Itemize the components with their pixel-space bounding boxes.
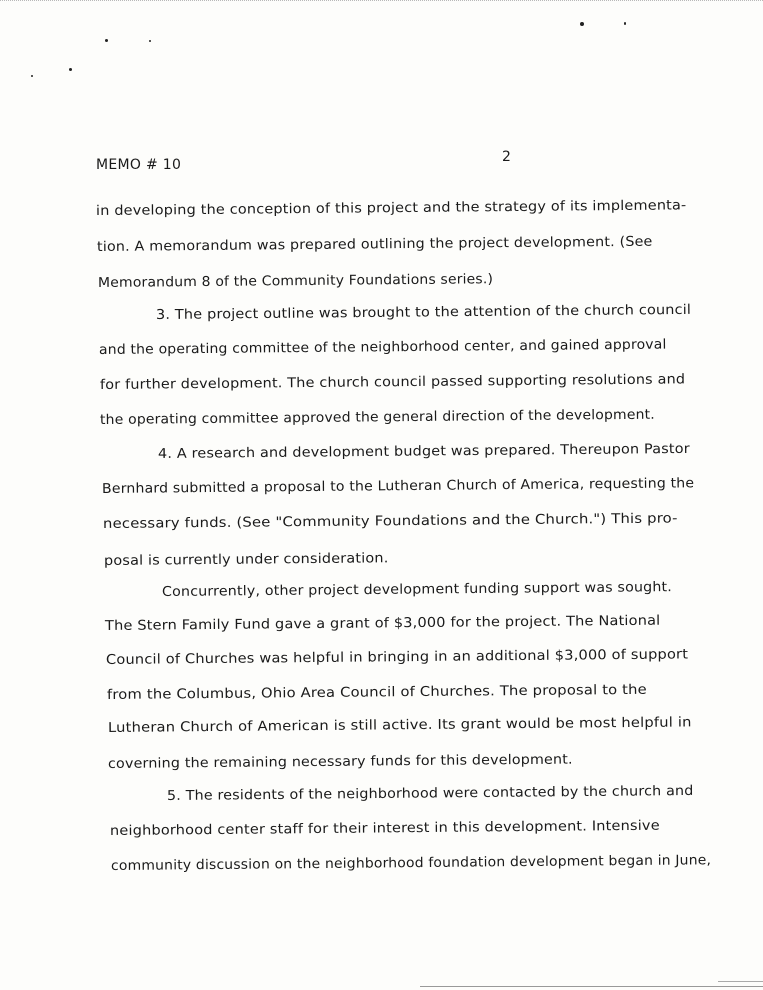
body-line: coverning the remaining necessary funds for this development. <box>107 751 573 772</box>
memo-header: MEMO # 10 <box>96 157 182 173</box>
body-line: Lutheran Church of American is still active. Its grant would be most helpful in <box>107 714 692 736</box>
body-line: Concurrently, other project development funding support was sought. <box>161 579 673 600</box>
body-line: The Stern Family Fund gave a grant of $3,000 for the project. The National <box>104 612 661 634</box>
body-line: neighborhood center staff for their interest in this development. Intensive <box>109 817 660 839</box>
body-line: 5. The residents of the neighborhood were contacted by the church and <box>166 782 694 804</box>
body-line: for further development. The church council passed supporting resolutions and <box>99 371 686 393</box>
scan-top-edge <box>0 0 763 1</box>
scan-speck <box>580 22 584 26</box>
body-line: community discussion on the neighborhood foundation development began in June, <box>110 852 712 874</box>
body-line: in developing the conception of this project and the strategy of its implementa- <box>95 197 687 219</box>
scan-speck <box>31 75 33 77</box>
body-line: necessary funds. (See "Community Foundations and the Church.") This pro- <box>102 510 678 532</box>
body-line: Memorandum 8 of the Community Foundations series.) <box>97 271 494 291</box>
body-line: posal is currently under consideration. <box>103 550 389 569</box>
body-line: from the Columbus, Ohio Area Council of Churches. The proposal to the <box>106 681 647 703</box>
scan-bottom-edge <box>420 986 763 987</box>
body-line: the operating committee approved the general direction of the development. <box>99 406 655 428</box>
scan-speck <box>105 39 108 42</box>
body-line: Council of Churches was helpful in bringing in an additional $3,000 of support <box>105 646 689 668</box>
body-line: 3. The project outline was brought to the attention of the church council <box>155 301 692 323</box>
page-number: 2 <box>502 149 511 165</box>
body-line: Bernhard submitted a proposal to the Lutheran Church of America, requesting the <box>101 475 695 497</box>
scan-speck <box>149 40 151 42</box>
scan-speck <box>69 68 72 71</box>
body-line: tion. A memorandum was prepared outlining the project development. (See <box>96 233 653 255</box>
body-line: 4. A research and development budget was prepared. Thereupon Pastor <box>157 440 690 462</box>
scan-bottom-mark <box>718 981 763 982</box>
scan-speck <box>624 22 626 25</box>
body-line: and the operating committee of the neighborhood center, and gained approval <box>98 336 667 358</box>
